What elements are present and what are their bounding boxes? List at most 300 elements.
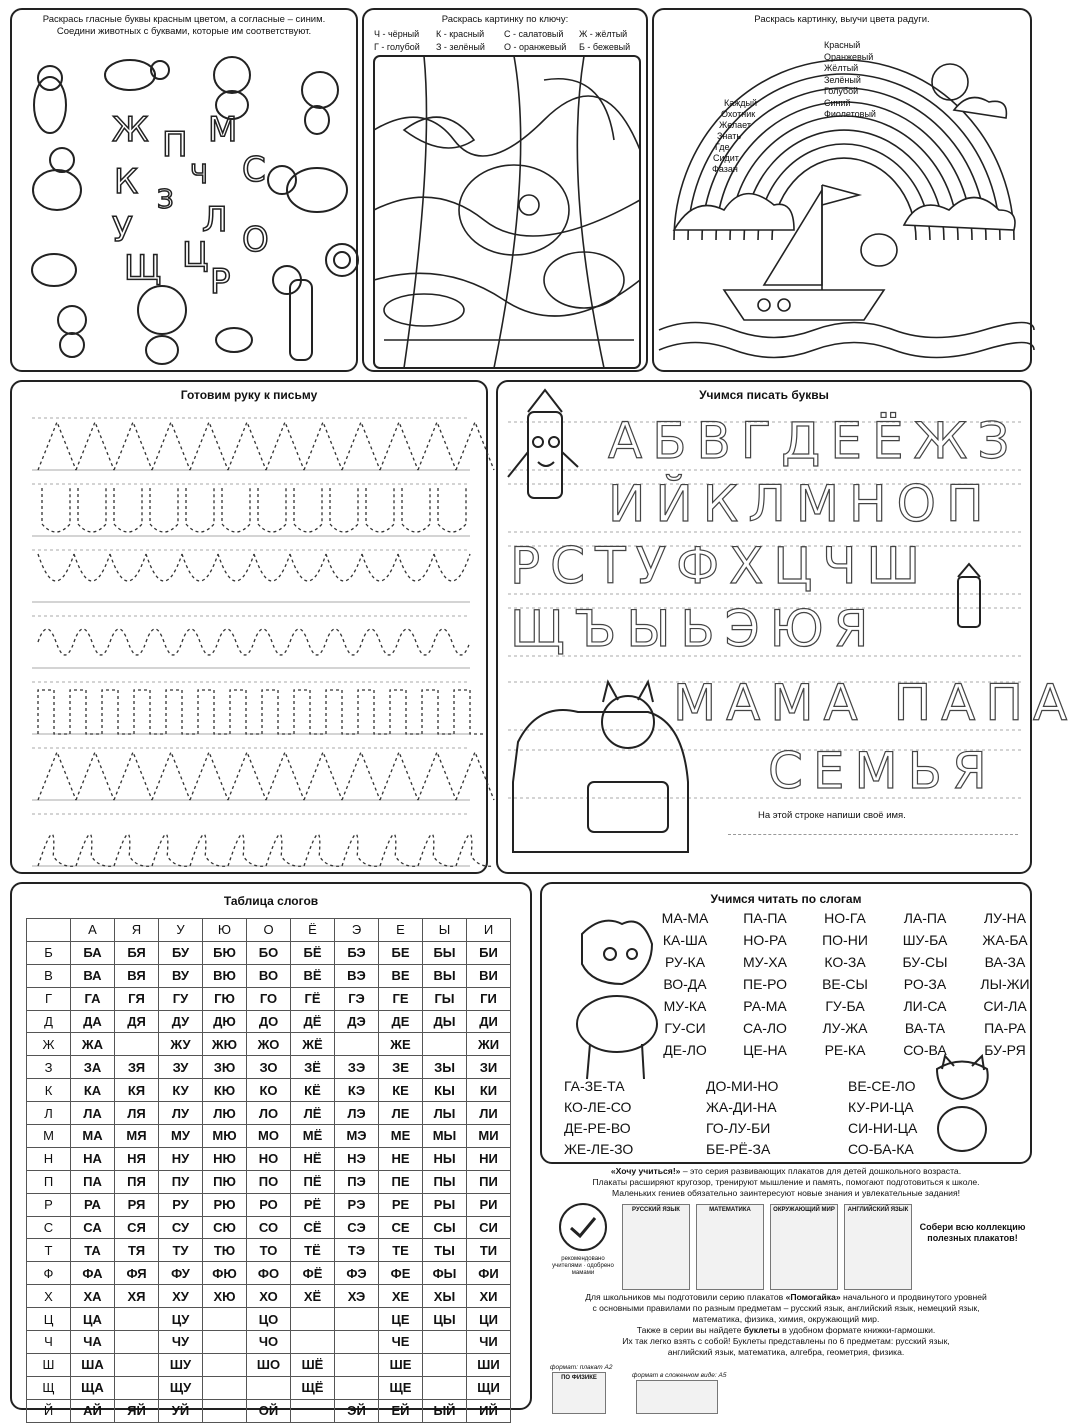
syllable-cell: ДЕ — [379, 1010, 423, 1033]
syllable-cell: ЦО — [247, 1308, 291, 1331]
table-row — [27, 1399, 511, 1422]
poster-thumbnail[interactable]: РУССКИЙ ЯЗЫК — [622, 1204, 690, 1290]
syllable-cell: ЗЁ — [291, 1056, 335, 1079]
row-letter: Ж — [27, 1033, 71, 1056]
syllable-cell: ЗИ — [467, 1056, 511, 1079]
syllable-cell: ДЮ — [203, 1010, 247, 1033]
syllable-word: ЛУ-ЖА — [822, 1020, 868, 1036]
table-row — [27, 941, 511, 964]
syllable-cell: ПЁ — [291, 1170, 335, 1193]
syllable-word: НО-РА — [743, 932, 787, 948]
syllable-cell: ШЁ — [291, 1353, 335, 1376]
syllable-cell — [203, 1376, 247, 1399]
syllable-cell: ПЭ — [335, 1170, 379, 1193]
syllable-cell — [335, 1376, 379, 1399]
rainbow-color-label: Красный — [824, 40, 861, 50]
panel-handwriting-practice — [10, 380, 488, 874]
rainbow-color-label: Оранжевый — [824, 51, 874, 62]
syllable-table — [26, 918, 511, 1423]
syllable-cell: МУ — [159, 1125, 203, 1148]
syllable-cell: ЛЭ — [335, 1102, 379, 1125]
syllable-cell: ДУ — [159, 1010, 203, 1033]
syllable-cell: БЭ — [335, 941, 379, 964]
booklet-thumbnail[interactable] — [636, 1380, 718, 1414]
syllable-cell — [203, 1331, 247, 1354]
row-letter: Б — [27, 941, 71, 964]
syllable-cell — [335, 1308, 379, 1331]
table-row — [27, 1193, 511, 1216]
syllable-word: ЛА-ПА — [903, 910, 947, 926]
letter[interactable]: М — [208, 110, 238, 150]
syllable-word: БУ-РЯ — [984, 1042, 1026, 1058]
syllable-cell: ЩЁ — [291, 1376, 335, 1399]
syllable-cell: СЭ — [335, 1216, 379, 1239]
letter[interactable]: Л — [202, 200, 228, 240]
pattern-tracing-lines[interactable] — [12, 382, 490, 876]
table-row — [27, 1147, 511, 1170]
syllable-cell: ВИ — [467, 964, 511, 987]
syllable-cell: ЗЯ — [115, 1056, 159, 1079]
table-row — [27, 1308, 511, 1331]
syllable-word: ГУ-СИ — [664, 1020, 706, 1036]
rainbow-color-label: Синий — [824, 97, 851, 108]
trace-row[interactable]: РСТУФХЦЧШ — [510, 537, 930, 595]
syllable-cell: ФЫ — [423, 1262, 467, 1285]
syllable-cell: ВУ — [159, 964, 203, 987]
syllable-cell: ТЫ — [423, 1239, 467, 1262]
syllable-cell: ЖО — [247, 1033, 291, 1056]
syllable-word: ГА-ЗЕ-ТА — [564, 1078, 625, 1094]
syllable-word: ВЕ-СЕ-ЛО — [848, 1078, 916, 1094]
letter[interactable]: Ч — [190, 160, 208, 190]
hedgehog-coloring-picture[interactable] — [364, 10, 650, 374]
syllable-cell: ШИ — [467, 1353, 511, 1376]
rainbow-color-label: Жёлтый — [824, 63, 859, 73]
syllable-cell: НУ — [159, 1147, 203, 1170]
syllable-cell: РУ — [159, 1193, 203, 1216]
syllable-cell: ХИ — [467, 1285, 511, 1308]
instruction-text: Раскрась картинку, выучи цвета радуги. — [754, 14, 930, 25]
column-header: И — [467, 919, 511, 942]
syllable-cell: КА — [71, 1079, 115, 1102]
poster-a2-thumbnail[interactable]: ПО ФИЗИКЕ — [552, 1372, 606, 1414]
syllable-cell: СА — [71, 1216, 115, 1239]
syllable-cell: ЛЫ — [423, 1102, 467, 1125]
row-letter: Ч — [27, 1331, 71, 1354]
syllable-cell: ПЮ — [203, 1170, 247, 1193]
syllable-cell — [335, 1353, 379, 1376]
tracing-pattern[interactable] — [38, 834, 494, 866]
tracing-pattern[interactable] — [38, 629, 470, 655]
table-row — [27, 1079, 511, 1102]
syllable-word: МУ-КА — [663, 998, 707, 1014]
column-header: У — [159, 919, 203, 942]
syllable-cell — [291, 1331, 335, 1354]
animals-illustration — [12, 10, 360, 374]
syllable-cell: ФО — [247, 1262, 291, 1285]
syllable-word: БУ-СЫ — [902, 954, 948, 970]
syllable-cell — [115, 1353, 159, 1376]
syllable-cell: ОЙ — [247, 1399, 291, 1422]
syllable-word: ВА-ЗА — [984, 954, 1026, 970]
advertisement-block — [540, 1166, 1032, 1416]
syllable-cell: ХУ — [159, 1285, 203, 1308]
syllable-cell: СЮ — [203, 1216, 247, 1239]
syllable-cell: ТИ — [467, 1239, 511, 1262]
syllable-cell: ПО — [247, 1170, 291, 1193]
syllable-cell: ВЕ — [379, 964, 423, 987]
syllable-cell: ЧЕ — [379, 1331, 423, 1354]
syllable-word: ЖА-БА — [982, 932, 1028, 948]
syllable-word: ЛИ-СА — [903, 998, 947, 1014]
row-letter: Ф — [27, 1262, 71, 1285]
syllable-cell: КЫ — [423, 1079, 467, 1102]
syllable-cell: ГУ — [159, 987, 203, 1010]
syllable-word: РЕ-КА — [824, 1042, 866, 1058]
format-a5-label: формат в сложенном виде: А5 — [632, 1372, 727, 1379]
syllable-cell: ЖУ — [159, 1033, 203, 1056]
syllable-cell — [423, 1376, 467, 1399]
column-header: Ю — [203, 919, 247, 942]
syllable-cell: ГО — [247, 987, 291, 1010]
table-row — [27, 1033, 511, 1056]
syllable-word: ПО-НИ — [822, 932, 868, 948]
syllable-cell: ВЫ — [423, 964, 467, 987]
tracing-pattern[interactable] — [38, 752, 494, 800]
syllable-cell: ФЁ — [291, 1262, 335, 1285]
syllable-cell: МЭ — [335, 1125, 379, 1148]
syllable-cell: ЛА — [71, 1102, 115, 1125]
column-header: А — [71, 919, 115, 942]
syllable-word: ЖА-ДИ-НА — [706, 1099, 777, 1115]
table-row — [27, 1239, 511, 1262]
syllable-cell: КЯ — [115, 1079, 159, 1102]
syllable-word: ГО-ЛУ-БИ — [706, 1120, 771, 1136]
panel-title: Учимся писать буквы — [699, 388, 829, 402]
poster-thumbnail[interactable]: МАТЕМАТИКА — [696, 1204, 764, 1290]
tracing-pattern[interactable] — [38, 554, 470, 581]
column-header: Е — [379, 919, 423, 942]
syllable-cell: ТО — [247, 1239, 291, 1262]
table-row — [27, 1170, 511, 1193]
name-line[interactable] — [728, 834, 1018, 835]
rainbow-color-label: Фиолетовый — [824, 109, 876, 119]
syllable-cell: РЁ — [291, 1193, 335, 1216]
table-row — [27, 1376, 511, 1399]
syllable-cell: ЧА — [71, 1331, 115, 1354]
syllable-cell: РЭ — [335, 1193, 379, 1216]
syllable-cell: МИ — [467, 1125, 511, 1148]
syllable-cell: ГЮ — [203, 987, 247, 1010]
syllable-cell: ДЯ — [115, 1010, 159, 1033]
ad-line-2: Плакаты расширяют кругозор, тренируют мышление и память, помогают подготовиться к школе. — [592, 1177, 980, 1187]
syllable-cell: БЕ — [379, 941, 423, 964]
table-row — [27, 1285, 511, 1308]
syllable-cell: ТЁ — [291, 1239, 335, 1262]
syllable-cell: ЗЫ — [423, 1056, 467, 1079]
table-row — [27, 964, 511, 987]
syllable-cell: ЛО — [247, 1102, 291, 1125]
syllable-cell: ДА — [71, 1010, 115, 1033]
syllable-cell: СИ — [467, 1216, 511, 1239]
letter[interactable]: З — [157, 185, 174, 215]
panel-rainbow — [652, 8, 1032, 372]
row-letter: Л — [27, 1102, 71, 1125]
syllable-cell: ЛЯ — [115, 1102, 159, 1125]
syllable-word: СИ-НИ-ЦА — [848, 1120, 918, 1136]
syllable-word: ВЕ-СЫ — [822, 976, 868, 992]
syllable-cell: РЕ — [379, 1193, 423, 1216]
syllable-cell: ЖА — [71, 1033, 115, 1056]
letter[interactable]: Ж — [112, 110, 149, 150]
trace-row[interactable]: МАМА ПАПА — [673, 674, 1077, 732]
syllable-cell — [423, 1331, 467, 1354]
syllable-cell: КИ — [467, 1079, 511, 1102]
table-row — [27, 1262, 511, 1285]
syllable-cell — [203, 1308, 247, 1331]
table-row — [27, 1125, 511, 1148]
syllable-cell: АЙ — [71, 1399, 115, 1422]
letter[interactable]: У — [112, 210, 133, 250]
trace-row[interactable]: АБВГДЕЁЖЗ — [608, 412, 1020, 470]
syllable-cell: КЕ — [379, 1079, 423, 1102]
syllable-word: ПЕ-РО — [743, 976, 787, 992]
syllable-cell: ЦИ — [467, 1308, 511, 1331]
syllable-cell: ГА — [71, 987, 115, 1010]
corner-cell — [27, 919, 71, 942]
syllable-word: РА-МА — [743, 998, 787, 1014]
syllable-word: ДЕ-ЛО — [663, 1042, 707, 1058]
column-header: Ё — [291, 919, 335, 942]
instruction-text: Раскрась гласные буквы красным цветом, а согласные – синим. Соедини животных с буквами, которые им соответствуют. — [42, 14, 326, 37]
format-a2-label: формат: плакат А2 — [550, 1364, 613, 1371]
tracing-pattern[interactable] — [38, 690, 486, 734]
syllable-word: ЖЕ-ЛЕ-ЗО — [564, 1141, 634, 1157]
table-row — [27, 1102, 511, 1125]
syllable-cell: ЗА — [71, 1056, 115, 1079]
syllable-cell: ЖЁ — [291, 1033, 335, 1056]
syllable-cell: БО — [247, 941, 291, 964]
syllable-cell: ЩУ — [159, 1376, 203, 1399]
syllable-cell: ШО — [247, 1353, 291, 1376]
row-letter: Н — [27, 1147, 71, 1170]
syllable-cell: ДО — [247, 1010, 291, 1033]
syllable-cell: ДИ — [467, 1010, 511, 1033]
syllable-cell: РЯ — [115, 1193, 159, 1216]
syllable-cell: НЭ — [335, 1147, 379, 1170]
syllable-cell: ПЯ — [115, 1170, 159, 1193]
syllable-cell: ПЫ — [423, 1170, 467, 1193]
syllable-cell: ДЫ — [423, 1010, 467, 1033]
syllable-cell — [115, 1331, 159, 1354]
syllable-word: ЛЫ-ЖИ — [980, 976, 1030, 992]
syllable-cell: МЮ — [203, 1125, 247, 1148]
syllable-cell: ПА — [71, 1170, 115, 1193]
syllable-word: ЛУ-НА — [983, 910, 1027, 926]
syllable-cell — [423, 1033, 467, 1056]
syllable-cell: НЮ — [203, 1147, 247, 1170]
column-header: О — [247, 919, 291, 942]
syllable-cell: ША — [71, 1353, 115, 1376]
row-letter: Т — [27, 1239, 71, 1262]
row-letter: К — [27, 1079, 71, 1102]
syllable-cell: ТЯ — [115, 1239, 159, 1262]
syllable-cell: ЖИ — [467, 1033, 511, 1056]
seal-label: рекомендовано учителями · одобрено мамами — [552, 1256, 614, 1276]
syllable-cell: КЮ — [203, 1079, 247, 1102]
syllable-cell: ПИ — [467, 1170, 511, 1193]
syllable-cell: ЗЕ — [379, 1056, 423, 1079]
syllable-cell: ЧУ — [159, 1331, 203, 1354]
syllable-cell: КЁ — [291, 1079, 335, 1102]
row-letter: Х — [27, 1285, 71, 1308]
syllable-cell — [203, 1353, 247, 1376]
syllable-cell: ХЯ — [115, 1285, 159, 1308]
syllable-cell: ТЕ — [379, 1239, 423, 1262]
syllable-cell: ХЫ — [423, 1285, 467, 1308]
rainbow-color-label: Голубой — [824, 86, 859, 96]
column-header: Ы — [423, 919, 467, 942]
tracing-pattern[interactable] — [42, 488, 466, 532]
syllable-cell: ХЕ — [379, 1285, 423, 1308]
syllable-cell: СЁ — [291, 1216, 335, 1239]
letter[interactable]: С — [242, 150, 266, 190]
syllable-cell: ФЮ — [203, 1262, 247, 1285]
syllable-word: ДО-МИ-НО — [706, 1078, 779, 1094]
instruction-text: Раскрась картинку по ключу: — [441, 14, 569, 25]
syllable-cell: ЧИ — [467, 1331, 511, 1354]
syllable-cell: ЩА — [71, 1376, 115, 1399]
syllable-cell: ЦА — [71, 1308, 115, 1331]
syllable-cell: КЭ — [335, 1079, 379, 1102]
syllable-cell: НА — [71, 1147, 115, 1170]
syllable-word: СИ-ЛА — [983, 998, 1027, 1014]
tracing-pattern[interactable] — [38, 422, 494, 470]
row-letter: П — [27, 1170, 71, 1193]
syllable-cell: ЩИ — [467, 1376, 511, 1399]
row-letter: Й — [27, 1399, 71, 1422]
row-letter: Д — [27, 1010, 71, 1033]
letter[interactable]: П — [162, 125, 188, 165]
syllable-cell: ФЯ — [115, 1262, 159, 1285]
syllable-cell: ЛИ — [467, 1102, 511, 1125]
row-letter: С — [27, 1216, 71, 1239]
column-header: Э — [335, 919, 379, 942]
syllable-cell: ГЁ — [291, 987, 335, 1010]
school-series-text: Для школьников мы подготовили серию плакатов «Помогайка» начального и продвинутого уровней с основными правилами по разным предметам – русский язык, английский язык, немецкий язык, математика, физика, химия, окружающий мир. Также в серии вы найдете буклеты в удобном формате книжки-гармошки. Их так легко взять с собой! Буклеты представлены по 6 предметам: русский язык, английский язык, математика, алгебра, геометрия, физика. — [585, 1292, 987, 1357]
table-row — [27, 1010, 511, 1033]
syllable-cell: ХА — [71, 1285, 115, 1308]
syllable-cell: РА — [71, 1193, 115, 1216]
trace-row[interactable]: СЕМЬЯ — [768, 742, 997, 800]
panel-letter-writing — [496, 380, 1077, 874]
table-row — [27, 1056, 511, 1079]
syllable-cell: ЦЫ — [423, 1308, 467, 1331]
name-hint: На этой строке напиши своё имя. — [758, 810, 906, 821]
table-row — [27, 987, 511, 1010]
syllable-cell: ВЮ — [203, 964, 247, 987]
letter[interactable]: О — [242, 220, 269, 260]
syllable-cell: ВЭ — [335, 964, 379, 987]
panel-title: Готовим руку к письму — [180, 388, 318, 402]
syllable-cell: ФЕ — [379, 1262, 423, 1285]
syllable-cell: СЯ — [115, 1216, 159, 1239]
syllable-cell: ЛЮ — [203, 1102, 247, 1125]
syllable-cell: ЗЭ — [335, 1056, 379, 1079]
syllable-cell: МЫ — [423, 1125, 467, 1148]
syllable-cell — [115, 1376, 159, 1399]
syllable-cell: РИ — [467, 1193, 511, 1216]
letter[interactable]: Р — [210, 262, 231, 302]
syllable-cell — [335, 1033, 379, 1056]
syllable-cell: МО — [247, 1125, 291, 1148]
syllable-cell: БЮ — [203, 941, 247, 964]
row-letter: Щ — [27, 1376, 71, 1399]
syllable-cell: ЯЙ — [115, 1399, 159, 1422]
syllable-cell: ЫЙ — [423, 1399, 467, 1422]
trace-row[interactable]: ЩЪЫЬЭЮЯ — [510, 600, 879, 658]
table-row — [27, 1331, 511, 1354]
syllable-cell: ФА — [71, 1262, 115, 1285]
syllable-cell: МЕ — [379, 1125, 423, 1148]
syllable-cell: ГЕ — [379, 987, 423, 1010]
syllable-cell: СУ — [159, 1216, 203, 1239]
syllable-cell — [115, 1308, 159, 1331]
syllable-cell: УЙ — [159, 1399, 203, 1422]
syllable-cell: ЛУ — [159, 1102, 203, 1125]
syllable-word: ПА-РА — [984, 1020, 1026, 1036]
syllable-cell: ГЯ — [115, 987, 159, 1010]
trace-row[interactable]: ИЙКЛМНОП — [608, 475, 994, 533]
syllable-cell: ГЭ — [335, 987, 379, 1010]
syllable-cell: ПЕ — [379, 1170, 423, 1193]
syllable-cell — [115, 1033, 159, 1056]
panel-reading-syllables — [540, 882, 1032, 1164]
row-letter: Ц — [27, 1308, 71, 1331]
syllable-cell: ТЭ — [335, 1239, 379, 1262]
syllable-word: ЦЕ-НА — [743, 1042, 787, 1058]
syllable-cell — [291, 1308, 335, 1331]
syllable-cell: МА — [71, 1125, 115, 1148]
row-letter: М — [27, 1125, 71, 1148]
syllable-word: МУ-ХА — [743, 954, 787, 970]
syllable-word: ПА-ПА — [743, 910, 787, 926]
syllable-word: ВА-ТА — [904, 1020, 946, 1036]
syllable-cell — [291, 1399, 335, 1422]
syllable-cell: ТА — [71, 1239, 115, 1262]
row-letter: Р — [27, 1193, 71, 1216]
letter[interactable]: Щ — [124, 248, 162, 288]
letter[interactable]: К — [114, 162, 139, 202]
letter[interactable]: Ц — [182, 235, 209, 275]
poster-thumbnail[interactable]: ОКРУЖАЮЩИЙ МИР — [770, 1204, 838, 1290]
syllable-word: ДЕ-РЕ-ВО — [564, 1120, 631, 1136]
syllable-cell: ТЮ — [203, 1239, 247, 1262]
syllable-cell: ПУ — [159, 1170, 203, 1193]
syllable-cell: ЦЕ — [379, 1308, 423, 1331]
panel-color-by-key: Раскрась картинку по ключу: Ч - чёрный К - красный С - салатовый Ж - жёлтый Г - голубой З - зелёный О - оранжевый Б - бежевый — [362, 8, 648, 372]
syllable-cell — [247, 1376, 291, 1399]
syllable-cell: ВЁ — [291, 964, 335, 987]
poster-thumbnail[interactable]: АНГЛИЙСКИЙ ЯЗЫК — [844, 1204, 912, 1290]
syllable-cell: ХЁ — [291, 1285, 335, 1308]
syllable-cell: ДЁ — [291, 1010, 335, 1033]
syllable-word: СО-ВА — [903, 1042, 947, 1058]
syllable-cell: ЦУ — [159, 1308, 203, 1331]
panel-syllable-table — [10, 882, 532, 1419]
syllable-cell: ВЯ — [115, 964, 159, 987]
syllable-cell: НО — [247, 1147, 291, 1170]
